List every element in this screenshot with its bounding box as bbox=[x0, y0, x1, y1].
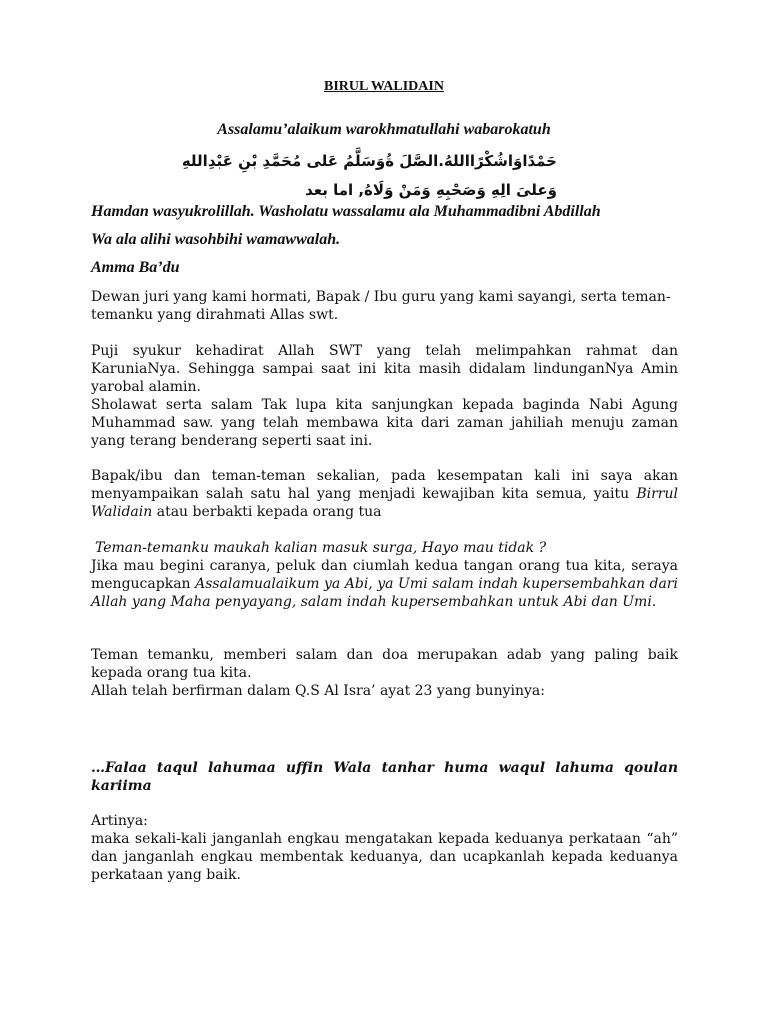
paragraph-jika bbox=[91, 557, 678, 611]
paragraph-puji: Puji syukur kehadirat Allah SWT yang telah melimpahkan rahmat dan KaruniaNya. Sehingga sampai saat ini kita masih didalam lindunganNya Amin yarobal alamin. bbox=[91, 343, 678, 395]
paragraph-jika-text: Jika mau begini caranya, peluk dan ciumlah kedua tangan orang tua kita, seraya mengucapkan bbox=[91, 558, 678, 592]
paragraph-allah-berfirman: Allah telah berfirman dalam Q.S Al Isra’ ayat 23 yang bunyinya: bbox=[91, 683, 545, 699]
verse-translation: maka sekali-kali janganlah engkau mengatakan kepada keduanya perkataan “ah” dan janganlah engkau membentak keduanya, dan ucapkanlah kepada keduanya perkataan yang baik. bbox=[91, 831, 678, 883]
artinya-label: Artinya: bbox=[91, 813, 148, 829]
verse-transliteration: …Falaa taqul lahumaa uffin Wala tanhar huma waqul lahuma qoulan kariima bbox=[91, 760, 678, 794]
paragraph-teman: Teman temanku, memberi salam dan doa merupakan adab yang paling baik kepada orang tua kita. bbox=[91, 647, 678, 681]
arabic-line-2: وَعلىَ الِهِ وَصَحْبِهِ وَمَنْ وَلَاهُ, اما بعد bbox=[305, 181, 557, 199]
paragraph-dewan: Dewan juri yang kami hormati, Bapak / Ibu guru yang kami sayangi, serta teman-temanku yang dirahmati Allas swt. bbox=[91, 289, 671, 323]
paragraph-bapak-text-b: atau berbakti kepada orang tua bbox=[152, 504, 382, 520]
paragraph-surga bbox=[95, 539, 682, 557]
paragraph-sholawat: Sholawat serta salam Tak lupa kita sanjungkan kepada baginda Nabi Agung Muhammad saw. yang telah membawa kita dari zaman jahiliah menuju zaman yang terang benderang seperti saat ini. bbox=[91, 397, 678, 449]
page-title: BIRUL WALIDAIN bbox=[324, 79, 444, 94]
greeting-line: Assalamu’alaikum warokhmatullahi wabarokatuh bbox=[217, 121, 551, 138]
salam-emphasis: Assalamualaikum ya Abi, ya Umi salam indah kupersembahkan dari Allah yang Maha penyayang, salam indah kupersembahkan untuk Abi dan Umi. bbox=[91, 576, 678, 610]
arabic-line-1: حَمْدًاوَاشُكْرًااللهُ.الصَّلَ ةُوَسَلَّمُ عَلى مُحَمَّدِ بْنِ عَبْدِاللهِ bbox=[181, 152, 557, 170]
surga-question: Teman-temanku maukah kalian masuk surga, Hayo mau tidak ? bbox=[95, 540, 547, 556]
paragraph-bapak-text-a: Bapak/ibu dan teman-teman sekalian, pada kesempatan kali ini saya akan menyampaikan salah satu hal yang menjadi kewajiban kita semua, yaitu bbox=[91, 468, 678, 502]
wa-ala-line: Wa ala alihi wasohbihi wamawwalah. bbox=[91, 231, 341, 248]
hamdan-line: Hamdan wasyukrolillah. Washolatu wassalamu ala Muhammadibni Abdillah bbox=[91, 203, 601, 220]
paragraph-bapak-ibu bbox=[91, 467, 678, 521]
amma-badu-line: Amma Ba’du bbox=[91, 259, 180, 276]
birrul-walidain-emphasis: Birrul Walidain bbox=[91, 486, 678, 520]
